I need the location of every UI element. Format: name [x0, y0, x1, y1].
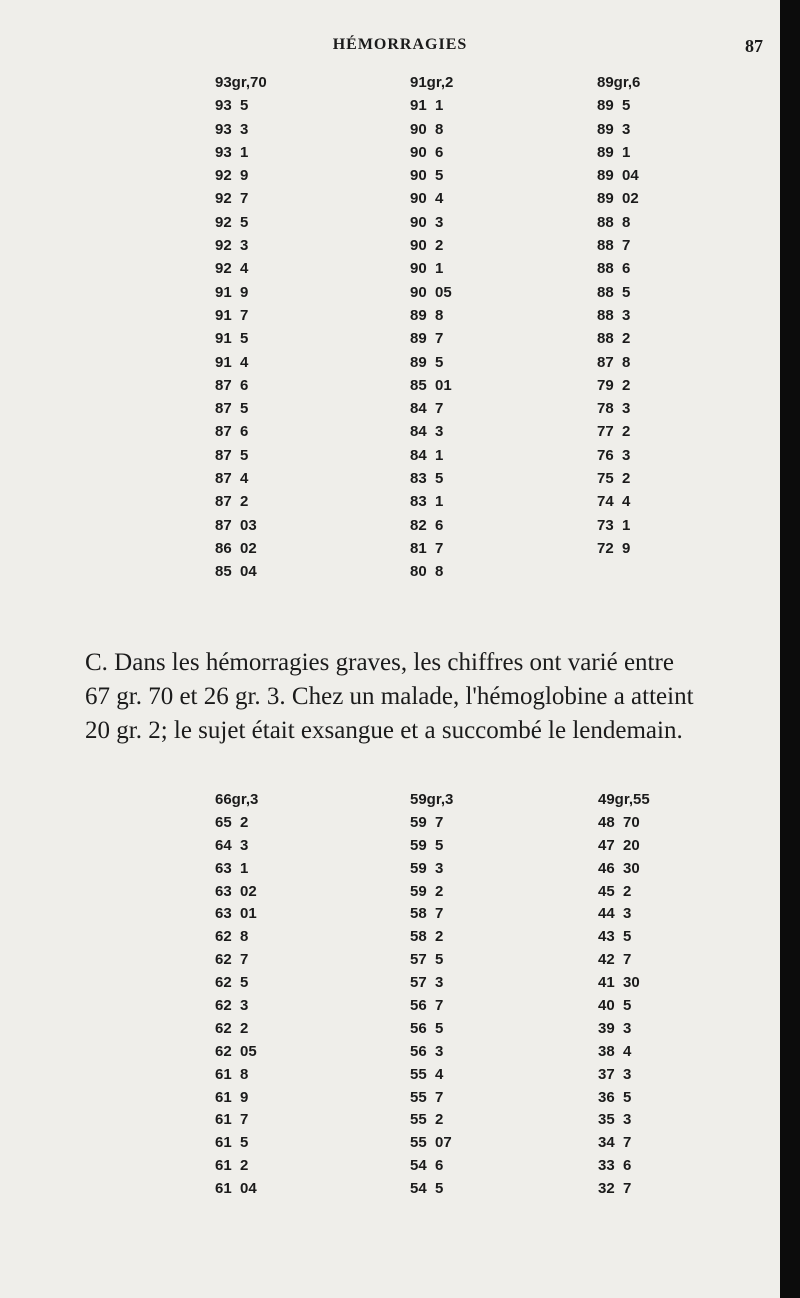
values-table-2 [0, 791, 780, 1203]
table-cell: 87 2 [215, 493, 249, 511]
table-cell: 63 01 [215, 905, 257, 923]
table-cell: 77 2 [597, 423, 631, 441]
table-cell: 89 7 [410, 330, 444, 348]
table-cell: 93 3 [215, 120, 249, 138]
table-row [0, 330, 780, 353]
table-cell: 46 30 [598, 859, 640, 877]
table-cell: 55 4 [410, 1065, 444, 1083]
table-row [0, 1111, 780, 1134]
table-cell: 89 5 [597, 97, 631, 115]
table-row [0, 997, 780, 1020]
table-cell: 62 2 [215, 1019, 249, 1037]
table-cell: 85 01 [410, 376, 452, 394]
table-cell: 85 04 [215, 563, 257, 581]
table-cell: 89 5 [410, 353, 444, 371]
table-row [0, 167, 780, 190]
table-row [0, 97, 780, 120]
table-cell: 88 6 [597, 260, 631, 278]
table-cell: 34 7 [598, 1134, 632, 1152]
table-cell: 81 7 [410, 539, 444, 557]
table-cell: 89 02 [597, 190, 639, 208]
table-row [0, 860, 780, 883]
table-cell: 63 02 [215, 882, 257, 900]
table-cell: 91 9 [215, 283, 249, 301]
table-cell: 62 05 [215, 1042, 257, 1060]
table-cell: 57 3 [410, 974, 444, 992]
table-cell: 58 7 [410, 905, 444, 923]
table-row [0, 837, 780, 860]
table-cell: 89 1 [597, 143, 631, 161]
table-cell: 90 8 [410, 120, 444, 138]
table-cell: 61 8 [215, 1065, 249, 1083]
table-cell: 57 5 [410, 951, 444, 969]
table-row [0, 791, 780, 814]
table-cell: 59gr,3 [410, 791, 454, 808]
table-cell: 91 4 [215, 353, 249, 371]
table-cell: 42 7 [598, 951, 632, 969]
table-cell: 73 1 [597, 516, 631, 534]
page-edge-shadow [780, 0, 800, 1298]
table-cell: 61 04 [215, 1180, 257, 1198]
table-cell: 79 2 [597, 376, 631, 394]
table-cell: 59 7 [410, 813, 444, 831]
table-row [0, 144, 780, 167]
table-row [0, 1043, 780, 1066]
table-row [0, 1066, 780, 1089]
table-cell: 91 5 [215, 330, 249, 348]
table-row [0, 470, 780, 493]
table-cell: 82 6 [410, 516, 444, 534]
table-cell: 91 1 [410, 97, 444, 115]
table-cell: 78 3 [597, 400, 631, 418]
table-cell: 59 5 [410, 836, 444, 854]
table-row [0, 814, 780, 837]
table-cell: 74 4 [597, 493, 631, 511]
table-cell: 47 20 [598, 836, 640, 854]
table-cell: 84 1 [410, 446, 444, 464]
table-cell: 84 3 [410, 423, 444, 441]
table-row [0, 1089, 780, 1112]
table-cell: 33 6 [598, 1157, 632, 1175]
table-cell: 54 5 [410, 1180, 444, 1198]
table-cell: 88 7 [597, 237, 631, 255]
table-cell: 87 6 [215, 423, 249, 441]
table-cell: 89 04 [597, 167, 639, 185]
table-cell: 39 3 [598, 1019, 632, 1037]
table-cell: 87 5 [215, 446, 249, 464]
table-row [0, 974, 780, 997]
table-cell: 61 9 [215, 1088, 249, 1106]
table-cell: 89 8 [410, 306, 444, 324]
table-cell: 40 5 [598, 997, 632, 1015]
table-cell: 32 7 [598, 1180, 632, 1198]
table-cell: 75 2 [597, 470, 631, 488]
table-cell: 87 4 [215, 470, 249, 488]
table-row [0, 1157, 780, 1180]
table-cell: 87 5 [215, 400, 249, 418]
table-cell: 86 02 [215, 539, 257, 557]
table-cell: 49gr,55 [598, 791, 650, 808]
table-cell: 41 30 [598, 974, 640, 992]
table-row [0, 540, 780, 563]
table-row [0, 284, 780, 307]
table-cell: 61 5 [215, 1134, 249, 1152]
table-row [0, 1020, 780, 1043]
table-cell: 89 3 [597, 120, 631, 138]
table-cell: 93 5 [215, 97, 249, 115]
table-cell: 36 5 [598, 1088, 632, 1106]
table-cell: 59 3 [410, 859, 444, 877]
table-cell: 87 8 [597, 353, 631, 371]
table-cell: 88 3 [597, 306, 631, 324]
table-row [0, 190, 780, 213]
table-cell: 56 7 [410, 997, 444, 1015]
table-cell: 35 3 [598, 1111, 632, 1129]
table-cell: 92 5 [215, 213, 249, 231]
table-cell: 56 5 [410, 1019, 444, 1037]
table-cell: 43 5 [598, 928, 632, 946]
table-row [0, 951, 780, 974]
table-cell: 92 3 [215, 237, 249, 255]
table-cell: 64 3 [215, 836, 249, 854]
table-row [0, 493, 780, 516]
table-row [0, 563, 780, 586]
table-cell: 59 2 [410, 882, 444, 900]
table-cell: 37 3 [598, 1065, 632, 1083]
table-cell: 62 3 [215, 997, 249, 1015]
table-cell: 61 2 [215, 1157, 249, 1175]
table-cell: 55 7 [410, 1088, 444, 1106]
table-row [0, 214, 780, 237]
table-row [0, 121, 780, 144]
table-cell: 55 2 [410, 1111, 444, 1129]
table-cell: 87 03 [215, 516, 257, 534]
table-cell: 63 1 [215, 859, 249, 877]
table-cell: 84 7 [410, 400, 444, 418]
table-cell: 38 4 [598, 1042, 632, 1060]
table-row [0, 423, 780, 446]
table-cell: 92 4 [215, 260, 249, 278]
table-cell: 91 7 [215, 306, 249, 324]
table-cell: 66gr,3 [215, 791, 259, 808]
table-cell: 62 8 [215, 928, 249, 946]
table-cell: 88 2 [597, 330, 631, 348]
table-cell: 90 2 [410, 237, 444, 255]
table-cell: 90 05 [410, 283, 452, 301]
table-row [0, 74, 780, 97]
table-cell: 65 2 [215, 813, 249, 831]
table-cell: 93 1 [215, 143, 249, 161]
table-cell: 44 3 [598, 905, 632, 923]
table-row [0, 307, 780, 330]
paragraph-line: 67 gr. 70 et 26 gr. 3. Chez un malade, l'hémoglobine a atteint [85, 683, 694, 710]
table-cell: 88 5 [597, 283, 631, 301]
table-cell: 90 1 [410, 260, 444, 278]
table-cell: 83 5 [410, 470, 444, 488]
table-row [0, 377, 780, 400]
table-cell: 83 1 [410, 493, 444, 511]
table-cell: 93gr,70 [215, 74, 267, 91]
table-row [0, 517, 780, 540]
table-cell: 89gr,6 [597, 74, 641, 91]
table-row [0, 928, 780, 951]
paragraph-line: C. Dans les hémorragies graves, les chiffres ont varié entre [85, 649, 674, 676]
table-cell: 91gr,2 [410, 74, 454, 91]
table-cell: 88 8 [597, 213, 631, 231]
table-cell: 90 5 [410, 167, 444, 185]
table-cell: 62 5 [215, 974, 249, 992]
table-row [0, 400, 780, 423]
table-row [0, 1180, 780, 1203]
table-cell: 90 3 [410, 213, 444, 231]
table-cell: 48 70 [598, 813, 640, 831]
table-cell: 90 6 [410, 143, 444, 161]
table-row [0, 447, 780, 470]
table-cell: 58 2 [410, 928, 444, 946]
table-cell: 90 4 [410, 190, 444, 208]
table-cell: 92 9 [215, 167, 249, 185]
table-row [0, 883, 780, 906]
table-row [0, 354, 780, 377]
paragraph-line: 20 gr. 2; le sujet était exsangue et a succombé le lendemain. [85, 717, 683, 744]
table-cell: 45 2 [598, 882, 632, 900]
table-cell: 62 7 [215, 951, 249, 969]
table-cell: 80 8 [410, 563, 444, 581]
page-number: 87 [745, 36, 763, 56]
paragraph-c [85, 646, 755, 748]
values-table-1 [0, 74, 780, 587]
table-cell: 56 3 [410, 1042, 444, 1060]
table-cell: 61 7 [215, 1111, 249, 1129]
running-header: HÉMORRAGIES [332, 36, 468, 53]
table-cell: 55 07 [410, 1134, 452, 1152]
table-row [0, 1134, 780, 1157]
table-row [0, 905, 780, 928]
table-cell: 76 3 [597, 446, 631, 464]
table-cell: 92 7 [215, 190, 249, 208]
table-cell: 54 6 [410, 1157, 444, 1175]
table-cell: 87 6 [215, 376, 249, 394]
table-cell: 72 9 [597, 539, 631, 557]
table-row [0, 260, 780, 283]
table-row [0, 237, 780, 260]
